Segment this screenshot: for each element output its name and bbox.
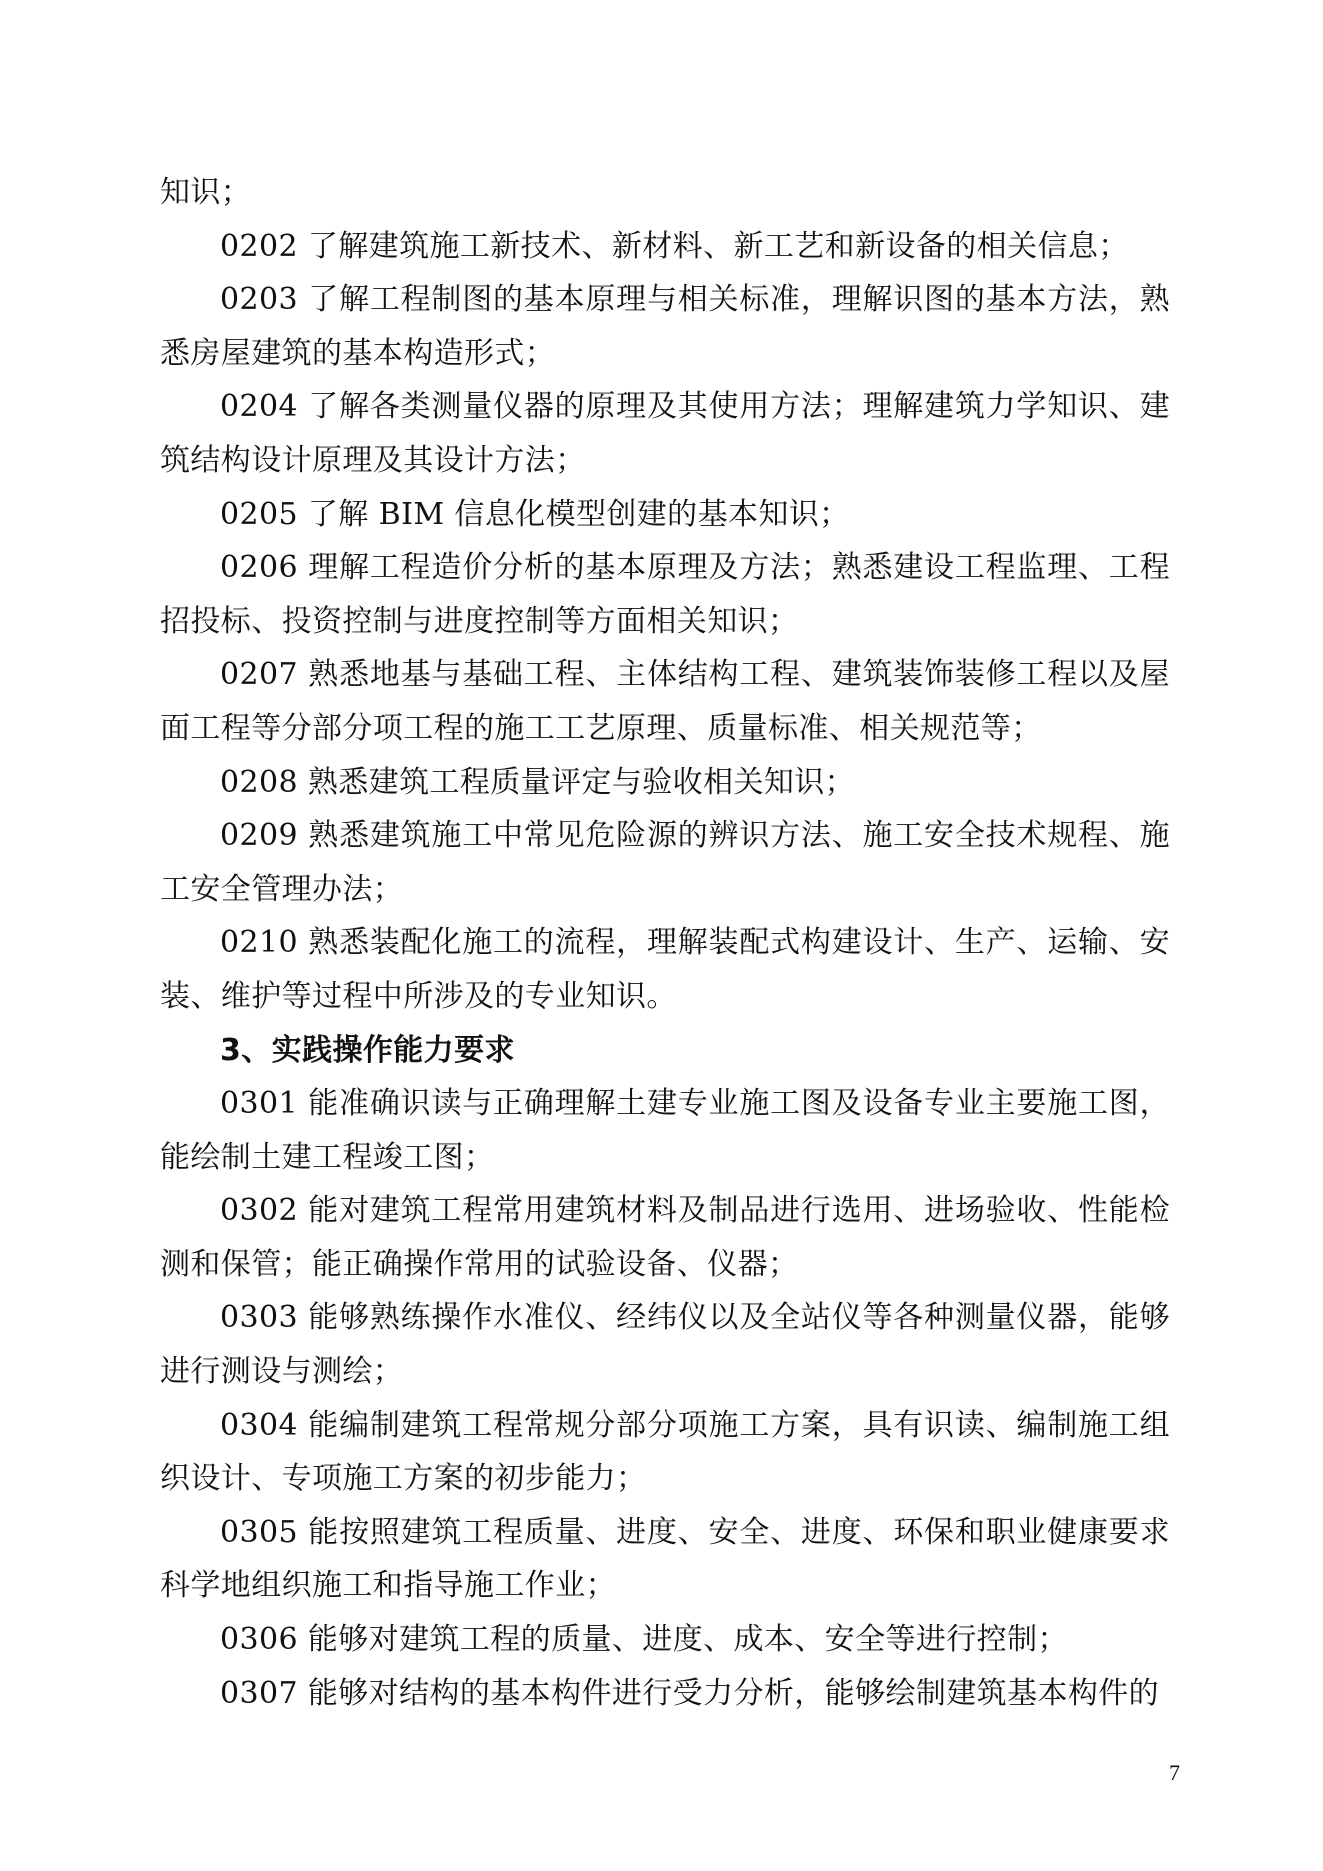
document-body [160,166,1170,1720]
paragraph-0204: 0204 了解各类测量仪器的原理及其使用方法；理解建筑力学知识、建筑结构设计原理及其设计方法； [160,389,1170,478]
paragraph-0205: 0205 了解 BIM 信息化模型创建的基本知识； [220,496,850,532]
paragraph-0303: 0303 能够熟练操作水准仪、经纬仪以及全站仪等各种测量仪器，能够进行测设与测绘； [160,1300,1170,1390]
paragraph-0208: 0208 熟悉建筑工程质量评定与验收相关知识； [220,764,856,800]
paragraph-0306: 0306 能够对建筑工程的质量、进度、成本、安全等进行控制； [220,1622,1068,1658]
paragraph-0210: 0210 熟悉装配化施工的流程，理解装配式构建设计、生产、运输、安装、维护等过程中所涉及的专业知识。 [160,925,1170,1014]
paragraph-0307: 0307 能够对结构的基本构件进行受力分析，能够绘制建筑基本构件的 [220,1675,1160,1711]
paragraph-0206: 0206 理解工程造价分析的基本原理及方法；熟悉建设工程监理、工程招投标、投资控制与进度控制等方面相关知识； [160,550,1170,639]
paragraph-0305: 0305 能按照建筑工程质量、进度、安全、进度、环保和职业健康要求科学地组织施工和指导施工作业； [160,1514,1170,1604]
paragraph-0301: 0301 能准确识读与正确理解土建专业施工图及设备专业主要施工图，能绘制土建工程竣工图； [160,1086,1170,1175]
paragraph-0302: 0302 能对建筑工程常用建筑材料及制品进行选用、进场验收、性能检测和保管；能正确操作常用的试验设备、仪器； [160,1193,1170,1282]
paragraph-0207: 0207 熟悉地基与基础工程、主体结构工程、建筑装饰装修工程以及屋面工程等分部分项工程的施工工艺原理、质量标准、相关规范等； [160,657,1170,746]
paragraph-0209: 0209 熟悉建筑施工中常见危险源的辨识方法、施工安全技术规程、施工安全管理办法； [160,818,1170,907]
paragraph-continuation: 知识； [160,175,252,210]
paragraph-0202: 0202 了解建筑施工新技术、新材料、新工艺和新设备的相关信息； [220,228,1129,264]
page-number: 7 [1169,1760,1180,1785]
paragraph-0304: 0304 能编制建筑工程常规分部分项施工方案，具有识读、编制施工组织设计、专项施工方案的初步能力； [160,1407,1170,1497]
paragraph-0203: 0203 了解工程制图的基本原理与相关标准，理解识图的基本方法，熟悉房屋建筑的基本构造形式； [160,282,1170,371]
section-heading: 3、实践操作能力要求 [220,1032,515,1068]
